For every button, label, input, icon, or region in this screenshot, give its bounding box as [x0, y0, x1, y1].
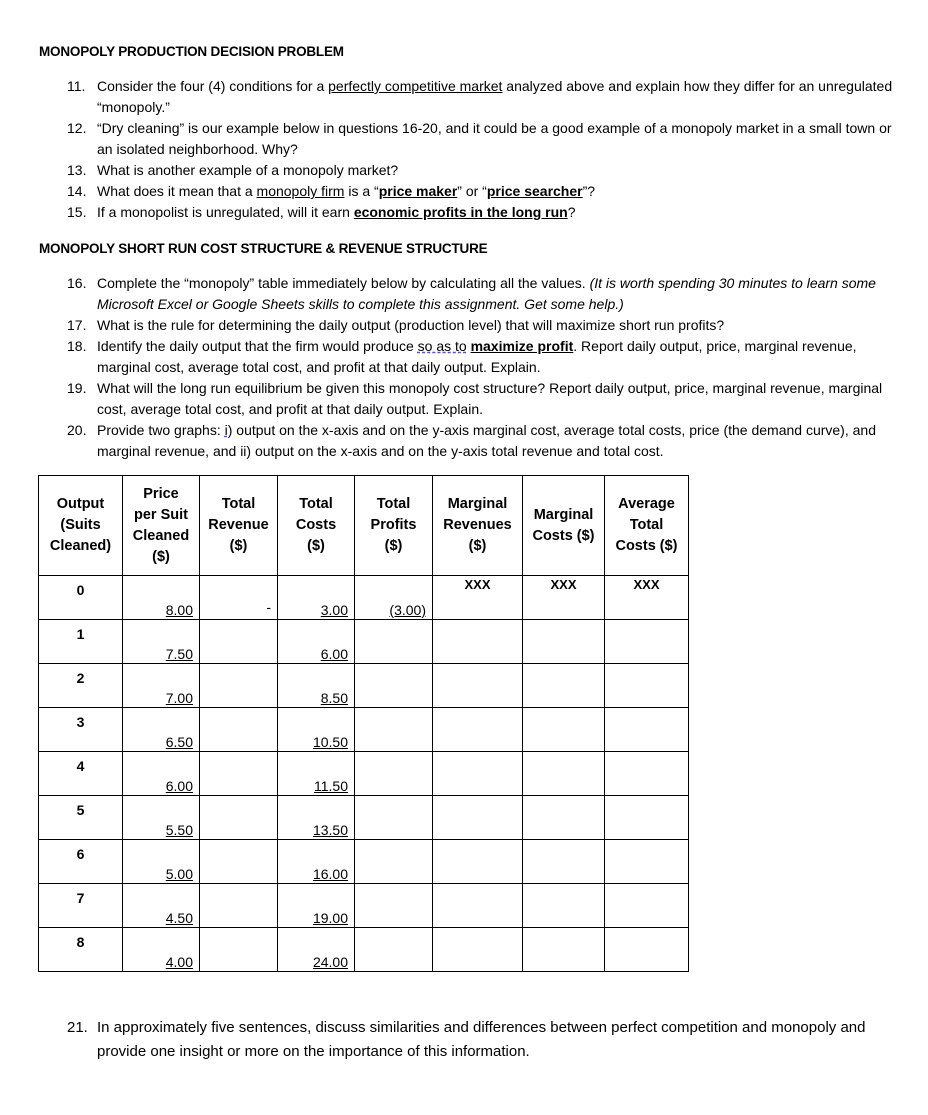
cell-marginal-revenue[interactable]	[433, 884, 523, 928]
header-price	[123, 476, 200, 576]
header-line: Total	[299, 496, 333, 512]
cell-value: 1	[76, 626, 85, 642]
question-14	[67, 181, 897, 202]
question-text: What is the rule for determining the daily output (production level) that will maximize short run profits?	[97, 317, 725, 333]
cell-value: 4.00	[165, 954, 193, 970]
cell-value: 6.50	[165, 734, 193, 750]
cell-price	[123, 928, 200, 972]
cell-price	[123, 620, 200, 664]
question-list-1	[67, 76, 897, 223]
cell-marginal-revenue[interactable]	[433, 752, 523, 796]
cell-total-costs	[278, 708, 355, 752]
header-line: Price	[143, 485, 179, 502]
cell-average-total-cost[interactable]	[605, 840, 689, 884]
cell-price	[123, 796, 200, 840]
cell-marginal-cost	[523, 576, 605, 620]
table-row	[39, 796, 689, 840]
header-line: ($)	[307, 538, 325, 554]
cell-total-revenue[interactable]	[200, 576, 278, 620]
table-row	[39, 752, 689, 796]
table-row	[39, 576, 689, 620]
table-row	[39, 928, 689, 972]
cell-price	[123, 708, 200, 752]
cell-marginal-cost[interactable]	[523, 840, 605, 884]
question-text: ” or “	[457, 183, 487, 199]
cell-output	[39, 576, 123, 620]
cell-marginal-revenue[interactable]	[433, 708, 523, 752]
cell-value: 4	[76, 758, 85, 774]
cell-value: 7.50	[165, 646, 193, 662]
cell-total-profits[interactable]	[355, 884, 433, 928]
cell-price	[123, 884, 200, 928]
question-text: If a monopolist is unregulated, will it earn	[97, 204, 354, 220]
cell-total-revenue[interactable]	[200, 884, 278, 928]
cell-price	[123, 752, 200, 796]
header-line: ($)	[468, 538, 487, 554]
question-text: “Dry cleaning” is our example below in questions 16-20, and it could be a good example of a monopoly market in a small town or an isolated neighborhood. Why?	[97, 120, 892, 157]
cell-price	[123, 576, 200, 620]
cell-total-profits[interactable]	[355, 620, 433, 664]
header-marginal-costs	[523, 476, 605, 576]
question-15	[67, 202, 897, 223]
cell-value: 7	[76, 890, 85, 906]
cell-value: 3	[76, 714, 85, 730]
header-line: Costs ($)	[532, 527, 595, 544]
header-line: Output	[56, 496, 105, 512]
table-row	[39, 884, 689, 928]
question-text: Provide two graphs:	[97, 422, 225, 438]
question-text: . Report daily output, price, marginal revenue, marginal cost, average total cost, and profit at that daily output. Explain.	[97, 338, 857, 375]
cell-total-revenue[interactable]	[200, 840, 278, 884]
question-number: 13.	[67, 162, 87, 178]
header-marginal-revenues	[433, 476, 523, 576]
grammar-suggestion-marker: i	[224, 422, 228, 438]
cell-total-revenue[interactable]	[200, 752, 278, 796]
cell-average-total-cost[interactable]	[605, 620, 689, 664]
cell-value: 8	[76, 934, 85, 950]
cell-value: XXX	[633, 577, 660, 592]
question-text: Complete the “monopoly” table immediately below by calculating all the values.	[97, 275, 590, 291]
cell-output	[39, 840, 123, 884]
cell-value: 24.00	[312, 954, 348, 970]
cell-total-profits[interactable]	[355, 796, 433, 840]
cell-marginal-cost[interactable]	[523, 884, 605, 928]
header-line: Cleaned	[132, 527, 190, 544]
question-11	[67, 76, 897, 118]
cell-marginal-cost[interactable]	[523, 708, 605, 752]
cell-total-costs	[278, 796, 355, 840]
header-line: Total	[221, 496, 256, 512]
header-line: Revenues	[443, 517, 512, 533]
cell-total-revenue[interactable]	[200, 928, 278, 972]
question-19	[67, 378, 902, 420]
header-line: Profits	[370, 517, 417, 533]
question-text: is a “	[344, 183, 379, 199]
cell-total-profits[interactable]	[355, 840, 433, 884]
cell-value: XXX	[550, 577, 577, 592]
header-line: Revenue	[208, 517, 269, 533]
economic-profits-term: economic profits in the long run	[353, 204, 568, 220]
question-21	[67, 1016, 917, 1064]
cell-average-total-cost[interactable]	[605, 928, 689, 972]
cell-marginal-revenue[interactable]	[433, 664, 523, 708]
question-text: In approximately five sentences, discuss similarities and differences between perfect competition and monopoly and provide one insight or more on the importance of this information.	[97, 1019, 866, 1060]
header-total-revenue	[200, 476, 278, 576]
cell-value: (3.00)	[389, 602, 426, 618]
cell-total-costs	[278, 576, 355, 620]
question-number: 21.	[67, 1019, 88, 1036]
cell-value: 8.00	[165, 602, 193, 618]
table-header-row	[39, 476, 689, 576]
cell-value: 11.50	[314, 778, 348, 794]
cell-value: 6.00	[320, 646, 348, 662]
header-line: (Suits	[60, 517, 101, 533]
header-output	[39, 476, 123, 576]
question-number: 18.	[67, 338, 87, 354]
question-number: 19.	[67, 380, 87, 396]
cell-total-revenue[interactable]	[200, 664, 278, 708]
table-row	[39, 708, 689, 752]
cell-value: 5	[76, 802, 85, 818]
question-12	[67, 118, 897, 160]
header-line: Total	[376, 496, 411, 512]
question-number: 11.	[67, 78, 86, 94]
cell-total-profits[interactable]	[355, 664, 433, 708]
cell-value: 8.50	[320, 690, 348, 706]
monopoly-firm-link[interactable]: monopoly firm	[256, 183, 345, 199]
question-text: ?	[567, 204, 576, 220]
cell-average-total-cost[interactable]	[605, 708, 689, 752]
cell-output	[39, 796, 123, 840]
question-number: 12.	[67, 120, 87, 136]
header-average-total-costs	[605, 476, 689, 576]
cell-value: 10.50	[312, 734, 348, 750]
grammar-suggestion-marker: so as to	[417, 338, 467, 354]
question-20	[67, 420, 902, 462]
cell-total-costs	[278, 840, 355, 884]
question-16	[67, 273, 902, 315]
cell-value: 4.50	[165, 910, 193, 926]
header-line: Total	[629, 517, 664, 533]
excel-tip-text: (It is worth spending 30 minutes to learn some Microsoft Excel or Google Sheets skills to complete this assignment. Get some help.)	[97, 275, 876, 312]
cell-average-total-cost[interactable]	[605, 664, 689, 708]
cell-average-total-cost[interactable]	[605, 796, 689, 840]
header-total-profits	[355, 476, 433, 576]
cell-average-total-cost[interactable]	[605, 752, 689, 796]
cell-marginal-cost[interactable]	[523, 928, 605, 972]
header-line: Costs ($)	[615, 538, 678, 554]
cell-marginal-revenue	[433, 576, 523, 620]
question-13	[67, 160, 897, 181]
cell-value: 6	[76, 846, 85, 862]
cell-output	[39, 664, 123, 708]
cell-output	[39, 752, 123, 796]
header-line: Costs	[295, 517, 337, 533]
cell-marginal-revenue[interactable]	[433, 620, 523, 664]
section-heading-monopoly-production: MONOPOLY PRODUCTION DECISION PROBLEM	[39, 44, 344, 59]
question-text: Consider the four (4) conditions for a	[97, 78, 329, 94]
cell-value: 19.00	[312, 910, 348, 926]
header-line: ($)	[384, 538, 403, 554]
header-line: per Suit	[134, 506, 188, 523]
cell-output	[39, 708, 123, 752]
header-line: Average	[618, 496, 675, 512]
question-number: 15.	[67, 204, 87, 220]
cell-marginal-revenue[interactable]	[433, 840, 523, 884]
cell-value: XXX	[464, 577, 491, 592]
question-list-2	[67, 273, 902, 462]
cell-value: 16.00	[312, 866, 348, 882]
cell-value: 0	[76, 582, 85, 598]
cell-total-costs	[278, 620, 355, 664]
question-number: 17.	[67, 317, 87, 333]
cell-value: 2	[76, 670, 85, 686]
header-line: Marginal	[447, 496, 508, 512]
cell-total-profits[interactable]	[355, 928, 433, 972]
cell-value: 7.00	[165, 690, 193, 706]
question-text: What will the long run equilibrium be given this monopoly cost structure? Report daily output, price, marginal revenue, marginal cost, average total cost, and profit at that daily output. Explain.	[97, 380, 883, 417]
header-line: Marginal	[533, 506, 594, 523]
cell-total-revenue[interactable]	[200, 796, 278, 840]
price-maker-term: price maker	[378, 183, 458, 199]
section-heading-cost-revenue-structure: MONOPOLY SHORT RUN COST STRUCTURE & REVENUE STRUCTURE	[39, 241, 488, 256]
perfectly-competitive-market-link[interactable]: perfectly competitive market	[328, 78, 503, 94]
question-text: ”?	[582, 183, 596, 199]
cell-value: -	[266, 599, 271, 615]
cell-price	[123, 840, 200, 884]
monopoly-table	[38, 475, 689, 972]
cell-output	[39, 928, 123, 972]
cell-value: 13.50	[312, 822, 348, 838]
cell-average-total-cost	[605, 576, 689, 620]
question-text: Identify the daily output that the firm would produce	[97, 338, 418, 354]
cell-output	[39, 884, 123, 928]
cell-total-revenue[interactable]	[200, 620, 278, 664]
price-searcher-term: price searcher	[486, 183, 583, 199]
question-text: What does it mean that a	[97, 183, 257, 199]
cell-value: 5.50	[165, 822, 193, 838]
cell-value: 6.00	[165, 778, 193, 794]
question-number: 16.	[67, 275, 87, 291]
cell-value: 5.00	[165, 866, 193, 882]
question-17	[67, 315, 902, 336]
question-18	[67, 336, 902, 378]
header-total-costs	[278, 476, 355, 576]
cell-total-profits[interactable]	[355, 576, 433, 620]
cell-marginal-revenue[interactable]	[433, 796, 523, 840]
question-text: ) output on the x-axis and on the y-axis marginal cost, average total costs, price (the demand curve), and marginal revenue, and ii) output on the x-axis and on the y-axis total revenue and total cost.	[97, 422, 876, 459]
cell-marginal-cost[interactable]	[523, 620, 605, 664]
cell-total-profits[interactable]	[355, 752, 433, 796]
table-row	[39, 840, 689, 884]
question-text: What is another example of a monopoly market?	[97, 162, 399, 178]
header-line: Cleaned)	[49, 538, 112, 554]
cell-marginal-cost[interactable]	[523, 664, 605, 708]
cell-total-costs	[278, 664, 355, 708]
question-number: 14.	[67, 183, 87, 199]
cell-total-costs	[278, 752, 355, 796]
cell-total-costs	[278, 884, 355, 928]
cell-marginal-revenue[interactable]	[433, 928, 523, 972]
table-row	[39, 620, 689, 664]
header-line: ($)	[152, 548, 170, 565]
cell-marginal-cost[interactable]	[523, 752, 605, 796]
table-row	[39, 664, 689, 708]
cell-price	[123, 664, 200, 708]
header-line: ($)	[229, 538, 248, 554]
cell-marginal-cost[interactable]	[523, 796, 605, 840]
cell-total-costs	[278, 928, 355, 972]
cell-average-total-cost[interactable]	[605, 884, 689, 928]
cell-total-revenue[interactable]	[200, 708, 278, 752]
question-number: 20.	[67, 422, 87, 438]
question-text: analyzed above and explain how they differ for an unregulated “monopoly.”	[97, 78, 893, 115]
cell-total-profits[interactable]	[355, 708, 433, 752]
cell-value: 3.00	[320, 602, 348, 618]
cell-output	[39, 620, 123, 664]
maximize-profit-term: maximize profit	[470, 338, 574, 354]
